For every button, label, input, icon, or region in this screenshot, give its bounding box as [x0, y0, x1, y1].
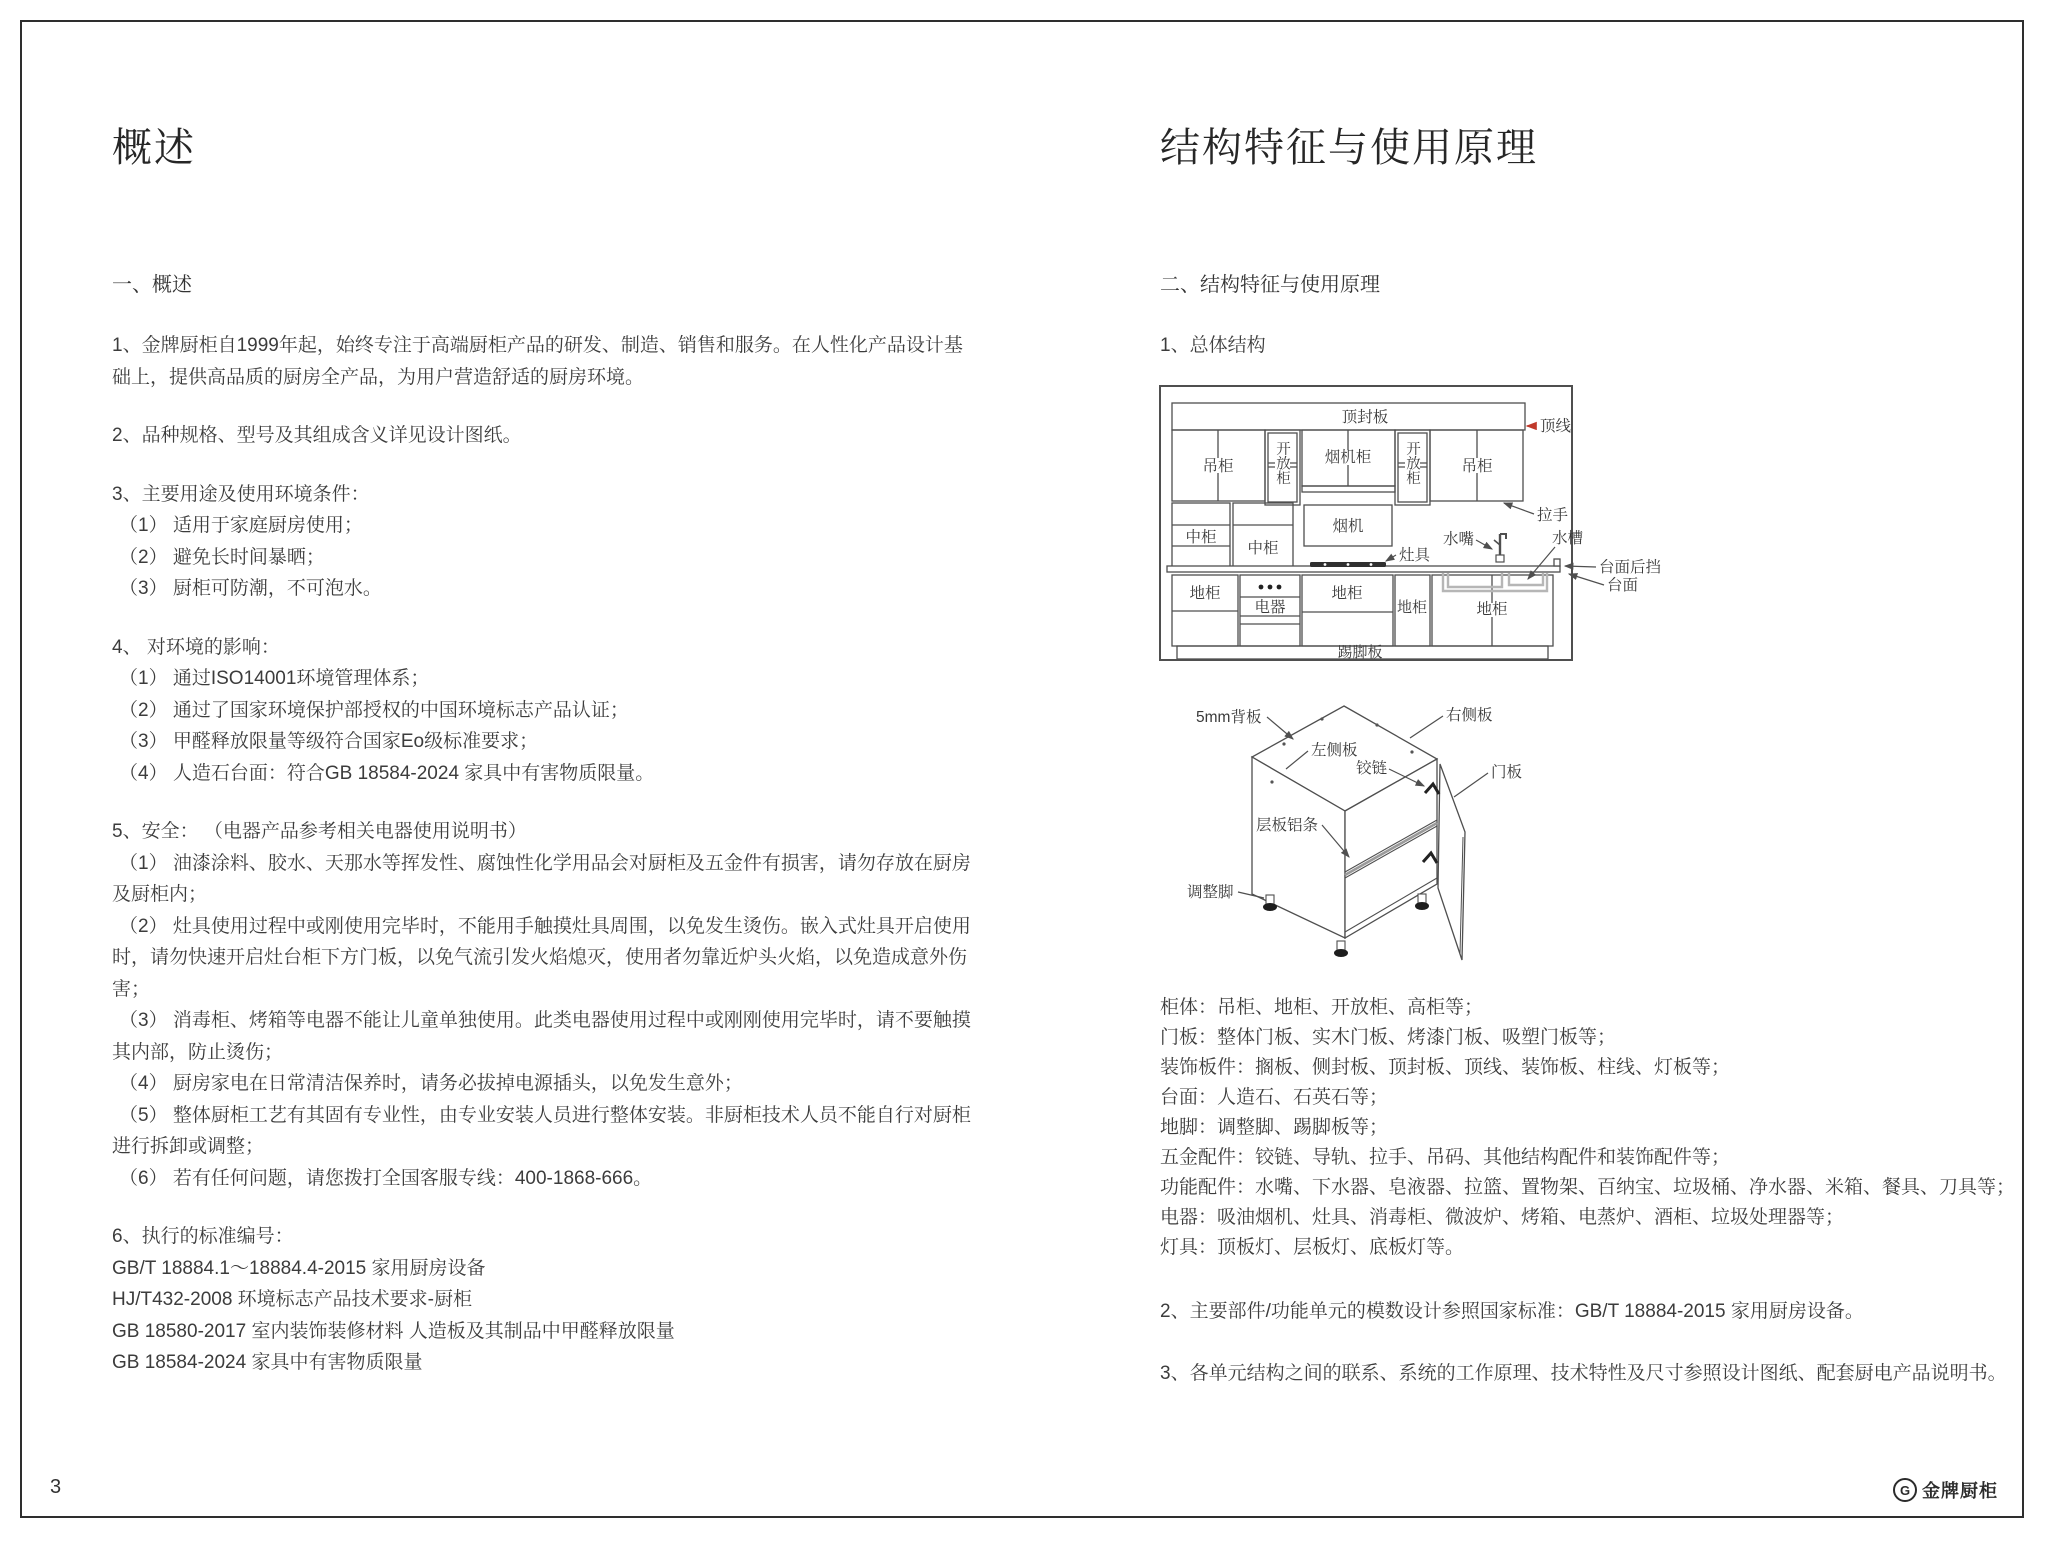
label-hinge: 铰链	[1356, 760, 1388, 777]
components-list	[1160, 993, 2020, 1263]
right-section-heading: 二、结构特征与使用原理	[1160, 274, 1380, 296]
label-shelf-strip: 层板铝条	[1256, 817, 1319, 834]
label-countertop: 台面	[1607, 577, 1639, 594]
label-base-cabinet-1: 地柜	[1189, 585, 1221, 602]
standard-line: GB 18580-2017 室内装饰装修材料 人造板及其制品中甲醛释放限量	[112, 1320, 675, 1342]
label-base-cabinet-4: 地柜	[1476, 601, 1508, 618]
label-top-line: 顶线	[1540, 418, 1572, 435]
left-section-5	[112, 816, 978, 1194]
appliance-knobs	[1259, 585, 1282, 590]
left-section-4	[112, 632, 978, 790]
left-page-title: 概述	[112, 126, 196, 170]
label-open-cabinet-left: 开放柜	[1274, 441, 1290, 485]
left-section-1	[112, 330, 978, 393]
label-mid-cabinet-left: 中柜	[1185, 529, 1217, 546]
label-door-panel: 门板	[1491, 764, 1523, 781]
right-paragraph-2: 2、主要部件/功能单元的模数设计参照国家标准：GB/T 18884-2015 家用厨房设备。	[1160, 1301, 1864, 1322]
page-number: 3	[50, 1476, 62, 1498]
label-back-panel: 5mm背板	[1196, 709, 1262, 726]
label-cooktop: 灶具	[1399, 547, 1431, 564]
component-line: 灯具：顶板灯、层板灯、底板灯等。	[1160, 1237, 1465, 1258]
brand-logo	[1893, 1477, 1998, 1503]
component-line: 装饰板件：搁板、侧封板、顶封板、顶线、装饰板、柱线、灯板等；	[1160, 1057, 1731, 1078]
label-adjust-feet: 调整脚	[1187, 884, 1234, 901]
body-line: （3） 厨柜可防潮，不可泡水。	[119, 578, 382, 599]
left-page-body	[112, 330, 978, 1406]
body-line: （5） 整体厨柜工艺有其固有专业性，由专业安装人员进行整体安装。非厨柜技术人员不能自行对厨柜进行拆卸或调整；	[112, 1104, 971, 1157]
body-line: 4、 对环境的影响：	[112, 636, 280, 658]
right-page-title: 结构特征与使用原理	[1160, 126, 1538, 170]
label-left-side-panel: 左侧板	[1311, 742, 1358, 759]
left-section-3	[112, 479, 978, 605]
body-line: 1、金牌厨柜自1999年起，始终专注于高端厨柜产品的研发、制造、销售和服务。在人性化产品设计基础上，提供高品质的厨房全产品，为用户营造舒适的厨房环境。	[112, 335, 963, 388]
body-line: （2） 灶具使用过程中或刚使用完毕时，不能用手触摸灶具周围，以免发生烫伤。嵌入式灶具开启使用时，请勿快速开启灶台柜下方门板，以免气流引发火焰熄灭，使用者勿靠近炉头火焰，以免造成意外伤害；	[112, 915, 971, 1000]
cooktop-drawing	[1310, 562, 1386, 567]
logo-g-icon: G	[1893, 1478, 1917, 1502]
left-section-heading: 一、概述	[112, 274, 192, 296]
component-line: 电器：吸油烟机、灶具、消毒柜、微波炉、烤箱、电蒸炉、酒柜、垃圾处理器等；	[1160, 1207, 1845, 1228]
left-section-6	[112, 1221, 978, 1379]
label-hood-cabinet: 烟机柜	[1324, 449, 1372, 466]
body-line: （1） 适用于家庭厨房使用；	[119, 515, 363, 536]
label-range-hood: 烟机	[1332, 518, 1364, 535]
label-counter-backsplash: 台面后挡	[1599, 559, 1662, 576]
body-line: 2、品种规格、型号及其组成含义详见设计图纸。	[112, 425, 522, 446]
body-line: （1） 通过ISO14001环境管理体系；	[119, 668, 430, 689]
label-appliance: 电器	[1254, 599, 1286, 616]
body-line: 6、执行的标准编号：	[112, 1226, 294, 1247]
label-mid-cabinet-right: 中柜	[1247, 540, 1279, 557]
base-cabinet-3d-diagram	[1172, 692, 1642, 1012]
body-line: 5、安全： （电器产品参考相关电器使用说明书）	[112, 821, 527, 842]
body-line: （3） 消毒柜、烤箱等电器不能让儿童单独使用。此类电器使用过程中或刚刚使用完毕时，请不要触摸其内部，防止烫伤；	[112, 1010, 971, 1063]
label-open-cabinet-right: 开放柜	[1404, 441, 1420, 485]
label-kickboard: 踢脚板	[1337, 644, 1383, 661]
label-handle: 拉手	[1537, 507, 1569, 524]
label-faucet: 水嘴	[1442, 531, 1474, 548]
component-line: 门板：整体门板、实木门板、烤漆门板、吸塑门板等；	[1160, 1027, 1617, 1048]
door-drawing	[1438, 764, 1465, 960]
label-wall-cabinet-right: 吊柜	[1461, 458, 1493, 475]
label-right-side-panel: 右侧板	[1446, 707, 1493, 724]
left-section-2	[112, 420, 978, 452]
label-top-seal-board: 顶封板	[1341, 409, 1389, 426]
component-line: 台面：人造石、石英石等；	[1160, 1087, 1389, 1108]
right-paragraph-3: 3、各单元结构之间的联系、系统的工作原理、技术特性及尺寸参照设计图纸、配套厨电产品说明书。	[1160, 1363, 2007, 1384]
faucet-drawing	[1494, 534, 1506, 562]
body-line: 3、主要用途及使用环境条件：	[112, 483, 370, 505]
body-line: （4） 厨房家电在日常清洁保养时，请务必拔掉电源插头，以免发生意外；	[119, 1073, 743, 1094]
component-line: 地脚：调整脚、踢脚板等；	[1160, 1117, 1389, 1138]
body-line: （2） 避免长时间暴晒；	[119, 546, 325, 568]
body-line: （2） 通过了国家环境保护部授权的中国环境标志产品认证；	[119, 699, 629, 721]
logo-text: 金牌厨柜	[1922, 1481, 1998, 1501]
label-base-cabinet-3: 地柜	[1396, 599, 1428, 616]
component-line: 柜体：吊柜、地柜、开放柜、高柜等；	[1160, 997, 1484, 1018]
label-base-cabinet-2: 地柜	[1331, 585, 1363, 602]
component-line: 五金配件：铰链、导轨、拉手、吊码、其他结构配件和装饰配件等；	[1160, 1147, 1731, 1168]
label-sink: 水槽	[1552, 530, 1584, 547]
standard-line: GB/T 18884.1～18884.4-2015 家用厨房设备	[112, 1257, 486, 1279]
standard-line: HJ/T432-2008 环境标志产品技术要求-厨柜	[112, 1289, 473, 1310]
component-line: 功能配件：水嘴、下水器、皂液器、拉篮、置物架、百纳宝、垃圾桶、净水器、米箱、餐具、刀具等；	[1160, 1177, 2016, 1198]
right-sub-heading: 1、总体结构	[1160, 335, 1266, 356]
body-line: （4） 人造石台面：符合GB 18584-2024 家具中有害物质限量。	[119, 762, 655, 784]
kitchen-elevation-diagram	[1155, 383, 1735, 683]
label-wall-cabinet-left: 吊柜	[1202, 458, 1234, 475]
body-line: （1） 油漆涂料、胶水、天那水等挥发性、腐蚀性化学用品会对厨柜及五金件有损害，请勿存放在厨房及厨柜内；	[112, 852, 971, 905]
body-line: （6） 若有任何问题，请您拨打全国客服专线：400-1868-666。	[119, 1167, 653, 1189]
standard-line: GB 18584-2024 家具中有害物质限量	[112, 1352, 423, 1373]
body-line: （3） 甲醛释放限量等级符合国家Eo级标准要求；	[119, 731, 539, 752]
